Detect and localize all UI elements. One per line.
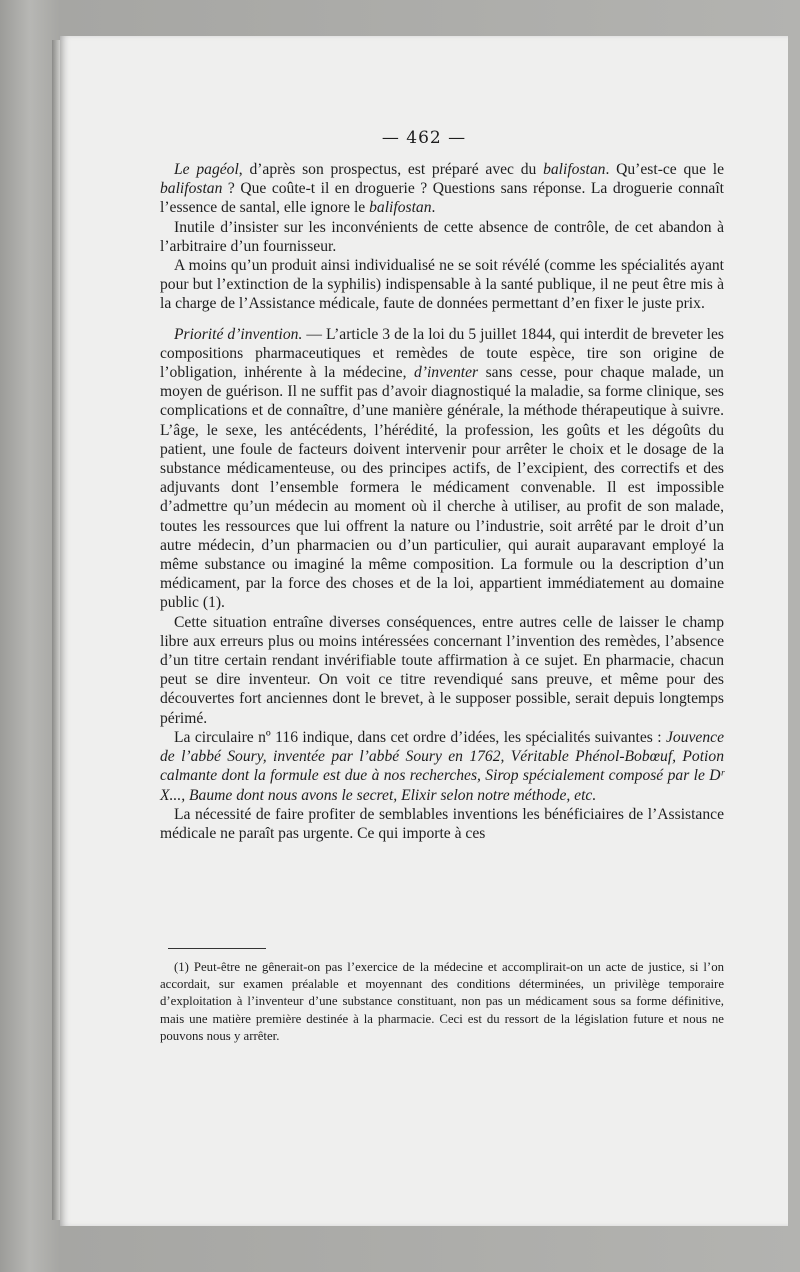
text-run: .: [431, 199, 436, 217]
text-run: — L’article 3 de la loi du 5 juillet 1844, qui interdit de breveter les compositions pharmaceutiques et remèdes de toute espèce, tire son origine de l’obligation, inhérente à la médecine,: [160, 325, 724, 382]
paragraph-4: [160, 325, 724, 613]
paragraph-3: [160, 256, 724, 314]
text-run: ? Que coûte-t il en droguerie ? Questions sans réponse. La droguerie connaît l’essence de santal, elle ignore le: [160, 180, 724, 217]
text-run: . Qu’est-ce que le: [605, 161, 724, 178]
text-run: sans cesse, pour chaque malade, un moyen de guérison. Il ne suffit pas d’avoir diagnostiqué la maladie, sa forme clinique, ses complications et de connaître, d’une manière générale, la méthode thérapeutique à suivre. L’âge, le sexe, les antécédents, l’hérédité, la profession, les goûts et les dégoûts du patient, une foule de facteurs doivent intervenir pour arrêter le choix et le dosage de la substance médicamenteuse, ou des principes actifs, de l’excipient, des correctifs et des adjuvants dont l’ensemble formera le médicament convenable. Il est impossible d’admettre qu’un médecin au moment où il cherche à utiliser, au profit de son malade, toutes les ressources que lui offrent la nature ou l’industrie, soit arrêté par le droit d’un autre médecin, d’un pharmacien ou d’un particulier, qui aurait auparavant employé la même substance ou imaginé la même composition. La formule ou la description d’un médicament, par la force des choses et de la loi, appartient immédiatement au domaine public (1).: [160, 364, 724, 612]
text-run: , d’après son prospectus, est préparé avec du: [238, 161, 544, 178]
italic-text: balifostan: [369, 199, 432, 217]
italic-text: Le pagéol: [174, 161, 239, 178]
text-run: Inutile d’insister sur les inconvénients de cette absence de contrôle, de cet abandon à l’arbitraire d’un fournisseur.: [160, 218, 724, 255]
page-number: — 462 —: [381, 128, 467, 148]
italic-text: d’inventer: [413, 364, 479, 382]
text-run: La nécessité de faire profiter de semblables inventions les bénéficiaires de l’Assistance médicale ne paraît pas urgente. Ce qui importe à ces: [160, 805, 724, 842]
footnote: [160, 959, 724, 1045]
text-run: A moins qu’un produit ainsi individualisé ne se soit révélé (comme les spécialités ayant pour but l’extinction de la syphilis) indispensable à la santé publique, il ne peut être mis à la charge de l’Assistance médicale, faute de données permettant d’en fixer le juste prix.: [160, 257, 724, 313]
paragraph-2: [160, 218, 724, 256]
paragraph-6: [160, 728, 724, 805]
italic-text: Priorité d’invention.: [174, 325, 303, 343]
text-run: La circulaire nº 116 indique, dans cet ordre d’idées, les spécialités suivantes :: [174, 728, 666, 746]
italic-text: balifostan: [543, 161, 606, 178]
italic-text: Jouvence de l’abbé Soury, inventée par l’abbé Soury en 1762, Véritable Phénol-Bobœuf, Potion calmante dont la formule est due à nos recherches, Sirop spécialement composé par le Dʳ X..., Baume dont nous avons le secret, Elixir selon notre méthode, etc.: [160, 728, 724, 804]
text-run: Cette situation entraîne diverses conséquences, entre autres celle de laisser le champ libre aux erreurs plus ou moins intéressées concernant l’invention des remèdes, l’absence d’un titre certain rendant invérifiable toute affirmation à ce sujet. En pharmacie, chacun peut se dire inventeur. On voit ce titre revendiqué sans preuve, et même pour des découvertes fort anciennes dont le brevet, à le supposer possible, serait depuis longtemps périmé.: [160, 613, 724, 727]
page-binding-edge: [52, 40, 60, 1220]
paragraph-7: [160, 805, 724, 843]
footnote-rule: [168, 948, 266, 949]
paragraph-5: [160, 613, 724, 728]
italic-text: balifostan: [160, 180, 223, 198]
paragraph-1: [160, 160, 724, 218]
body-text: [160, 160, 724, 843]
footnote-text: (1) Peut-être ne gênerait-on pas l’exercice de la médecine et accomplirait-on un acte de justice, si l’on accordait, sur examen préalable et moyennant des conditions déterminées, un privilège temporaire d’exploitation à l’inventeur d’une substance constituant, non pas un médicament sous sa forme définitive, mais une matière première destinée à la pharmacie. Ceci est du ressort de la législation future et nous ne pouvons nous y arrêter.: [160, 960, 724, 1043]
